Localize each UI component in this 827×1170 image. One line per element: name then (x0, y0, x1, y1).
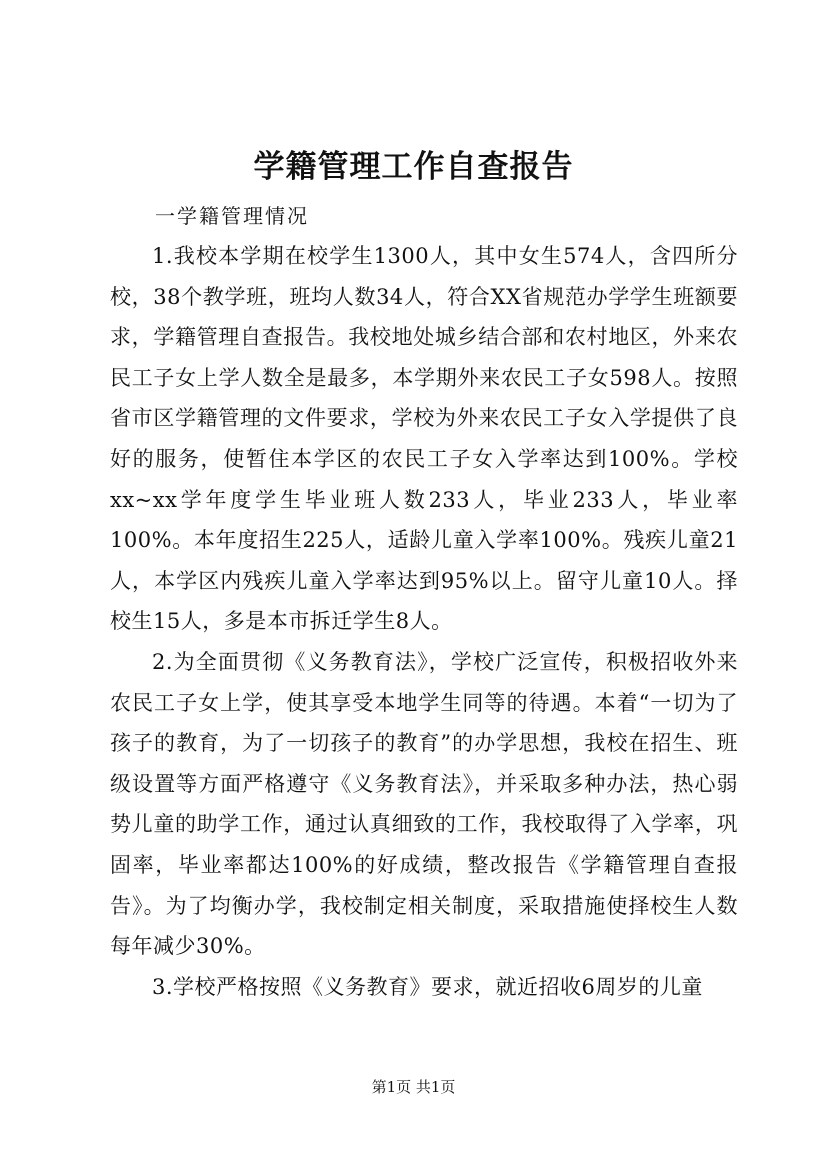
paragraph-1: 1.我校本学期在校学生1300人，其中女生574人，含四所分校，38个教学班，班均人数34人，符合XX省规范办学学生班额要求，学籍管理自查报告。我校地处城乡结合部和农村地区，外来农民工子女上学人数全是最多，本学期外来农民工子女598人。按照省市区学籍管理的文件要求，学校为外来农民工子女入学提供了良好的服务，使暂住本学区的农民工子女入学率达到100%。学校xx~xx学年度学生毕业班人数233人，毕业233人，毕业率100%。本年度招生225人，适龄儿童入学率100%。残疾儿童21人，本学区内残疾儿童入学率达到95%以上。留守儿童10人。择校生15人，多是本市拆迁学生8人。 (110, 244, 738, 634)
paragraph-2: 2.为全面贯彻《义务教育法》，学校广泛宣传，积极招收外来农民工子女上学，使其享受本地学生同等的待遇。本着“一切为了孩子的教育，为了一切孩子的教育”的办学思想，我校在招生、班级设置等方面严格遵守《义务教育法》，并采取多种办法，热心弱势儿童的助学工作，通过认真细致的工作，我校取得了入学率，巩固率，毕业率都达100%的好成绩，整改报告《学籍管理自查报告》。为了均衡办学，我校制定相关制度，采取措施使择校生人数每年减少30%。 (110, 649, 738, 959)
paragraph-3: 3.学校严格按照《义务教育》要求，就近招收6周岁的儿童 (152, 974, 703, 999)
section-heading: 一学籍管理情况 (155, 204, 309, 228)
document-title: 学籍管理工作自查报告 (253, 149, 574, 185)
document-body (110, 236, 738, 1007)
page-footer: 第1页 共1页 (371, 1078, 456, 1096)
